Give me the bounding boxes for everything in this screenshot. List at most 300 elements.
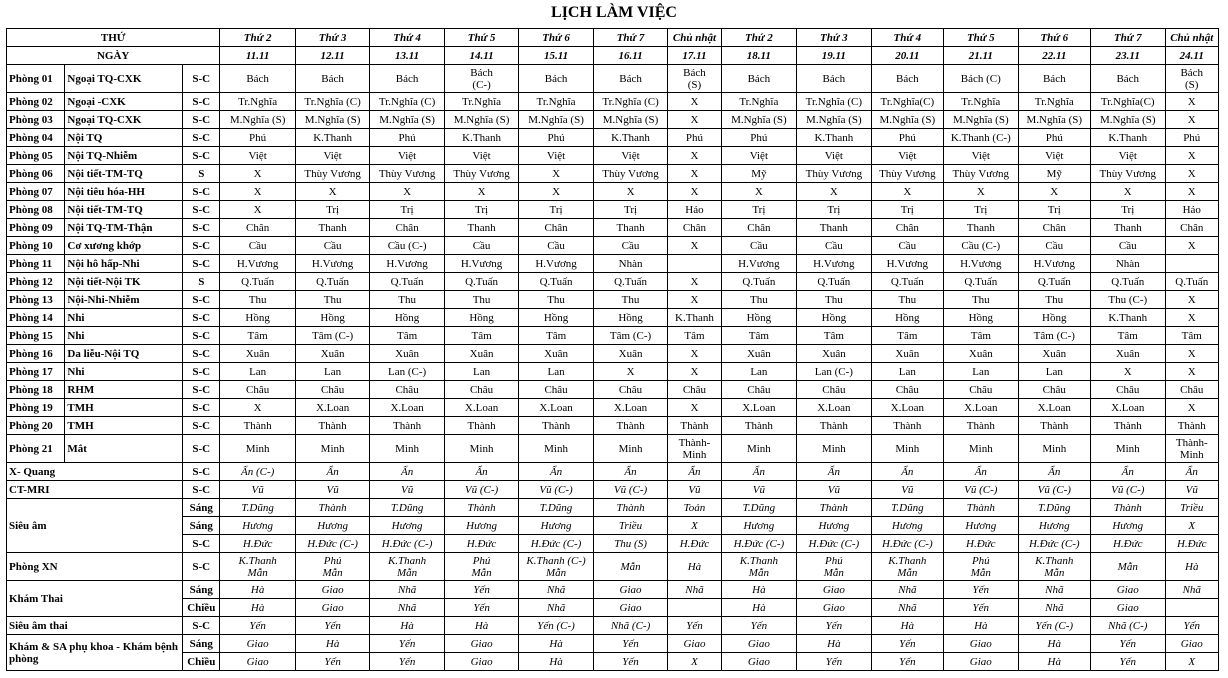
date-cell: 18.11 (721, 47, 796, 65)
schedule-cell: X (1165, 653, 1219, 671)
schedule-cell: Việt (519, 147, 593, 165)
schedule-cell: Giao (668, 635, 721, 653)
schedule-cell: Q.Tuấn (295, 273, 369, 291)
schedule-cell: Hương (871, 517, 943, 535)
schedule-cell: Bách (519, 65, 593, 93)
schedule-cell: Trị (871, 201, 943, 219)
date-cell: 23.11 (1091, 47, 1165, 65)
schedule-cell: Mẫn (593, 553, 667, 581)
schedule-cell: Thành (295, 499, 369, 517)
room-cell: Phòng 18 (7, 381, 65, 399)
weekday-header-label: THỨ (7, 29, 220, 47)
schedule-cell: X (871, 183, 943, 201)
schedule-cell: X (593, 183, 667, 201)
schedule-cell: K.Thanh Mẫn (871, 553, 943, 581)
date-cell: 13.11 (370, 47, 444, 65)
schedule-cell: X (668, 237, 721, 255)
schedule-cell: Tâm (C-) (593, 327, 667, 345)
weekday-cell: Thứ 7 (1091, 29, 1165, 47)
weekday-cell: Thứ 3 (797, 29, 871, 47)
schedule-cell: Trị (797, 201, 871, 219)
schedule-cell: Chân (871, 219, 943, 237)
schedule-cell: Tâm (370, 327, 444, 345)
schedule-cell: Bách (S) (1165, 65, 1219, 93)
schedule-cell: Thanh (944, 219, 1018, 237)
schedule-cell: Trị (721, 201, 796, 219)
room-cell: Phòng 20 (7, 417, 65, 435)
schedule-cell: Việt (797, 147, 871, 165)
weekday-cell: Thứ 2 (721, 29, 796, 47)
schedule-cell: Tâm (C-) (295, 327, 369, 345)
schedule-cell: M.Nghĩa (S) (1018, 111, 1090, 129)
table-row (7, 147, 1219, 165)
schedule-cell: Châu (593, 381, 667, 399)
schedule-cell: Trị (444, 201, 518, 219)
schedule-cell: Phú Mẫn (797, 553, 871, 581)
sieuam-row (7, 499, 1219, 517)
schedule-cell: Tr.Nghĩa (C) (593, 93, 667, 111)
department-cell: Nội tiết-TM-TQ (65, 201, 183, 219)
schedule-cell: Hà (797, 635, 871, 653)
schedule-cell: Yến (668, 617, 721, 635)
schedule-cell: X (1165, 399, 1219, 417)
page-title: LỊCH LÀM VIỆC (551, 4, 677, 21)
schedule-cell: Minh (295, 435, 369, 463)
schedule-cell: Thành (1091, 417, 1165, 435)
schedule-cell: H.Vương (370, 255, 444, 273)
schedule-cell: Lan (519, 363, 593, 381)
schedule-cell: Cầu (444, 237, 518, 255)
schedule-cell: Nhã (519, 581, 593, 599)
room-cell: Phòng 06 (7, 165, 65, 183)
schedule-cell: Tâm (797, 327, 871, 345)
schedule-cell: X (668, 165, 721, 183)
schedule-cell: Tr.Nghĩa (721, 93, 796, 111)
schedule-cell: Thùy Vương (944, 165, 1018, 183)
schedule-cell: X (1091, 183, 1165, 201)
schedule-cell: Yến (944, 581, 1018, 599)
room-cell: Phòng 02 (7, 93, 65, 111)
table-row (7, 435, 1219, 463)
schedule-cell: Yến (370, 635, 444, 653)
schedule-cell: Nhã (519, 599, 593, 617)
schedule-cell: X (1165, 165, 1219, 183)
schedule-cell: X (1165, 517, 1219, 535)
schedule-cell: K.Thanh Mẫn (1018, 553, 1090, 581)
schedule-cell: Vũ (668, 481, 721, 499)
schedule-cell: X.Loan (593, 399, 667, 417)
date-cell: 15.11 (519, 47, 593, 65)
schedule-cell: Bách (220, 65, 295, 93)
shift-cell: S-C (183, 463, 220, 481)
schedule-cell: X.Loan (444, 399, 518, 417)
schedule-cell: Yến (C-) (1018, 617, 1090, 635)
schedule-cell: Châu (1018, 381, 1090, 399)
schedule-cell: X (668, 93, 721, 111)
schedule-cell: Châu (944, 381, 1018, 399)
department-cell: Nội-Nhi-Nhiễm (65, 291, 183, 309)
schedule-cell: X (519, 183, 593, 201)
room-cell: Phòng 01 (7, 65, 65, 93)
schedule-cell: Hương (295, 517, 369, 535)
table-row (7, 255, 1219, 273)
schedule-cell: Nhã (1165, 581, 1219, 599)
schedule-cell: Việt (1091, 147, 1165, 165)
department-cell: Nhi (65, 309, 183, 327)
schedule-cell: Ẩn (295, 463, 369, 481)
schedule-cell: K.Thanh Mẫn (370, 553, 444, 581)
schedule-cell: X (220, 183, 295, 201)
schedule-cell: Xuân (797, 345, 871, 363)
schedule-cell: Giao (295, 599, 369, 617)
table-row (7, 309, 1219, 327)
schedule-cell: Cầu (295, 237, 369, 255)
schedule-cell: Yến (871, 653, 943, 671)
schedule-cell: Cầu (721, 237, 796, 255)
schedule-cell: Minh (871, 435, 943, 463)
schedule-cell: Mỹ (721, 165, 796, 183)
room-cell: Phòng 16 (7, 345, 65, 363)
schedule-cell: Hồng (220, 309, 295, 327)
schedule-cell: Hà (444, 617, 518, 635)
date-cell: 22.11 (1018, 47, 1090, 65)
schedule-cell: Minh (1018, 435, 1090, 463)
schedule-cell: M.Nghĩa (S) (944, 111, 1018, 129)
khamthai-row (7, 581, 1219, 599)
schedule-cell: Việt (944, 147, 1018, 165)
schedule-cell: Cầu (593, 237, 667, 255)
schedule-cell: H.Vương (1018, 255, 1090, 273)
date-cell: 24.11 (1165, 47, 1219, 65)
schedule-cell: Thành (944, 499, 1018, 517)
schedule-cell: Tâm (721, 327, 796, 345)
khamsa-row (7, 653, 1219, 671)
room-cell: Phòng 05 (7, 147, 65, 165)
schedule-cell: Thành (721, 417, 796, 435)
schedule-cell: Thu (593, 291, 667, 309)
schedule-cell: H.Vương (444, 255, 518, 273)
khamsa-row (7, 635, 1219, 653)
schedule-cell: Q.Tuấn (1165, 273, 1219, 291)
schedule-cell: Châu (220, 381, 295, 399)
schedule-cell: K.Thanh Mẫn (721, 553, 796, 581)
schedule-cell: Xuân (593, 345, 667, 363)
schedule-cell: H.Vương (871, 255, 943, 273)
schedule-cell: Bách (S) (668, 65, 721, 93)
date-row (7, 47, 1219, 65)
schedule-cell: Nhã (1018, 599, 1090, 617)
schedule-cell: Yến (444, 599, 518, 617)
schedule-cell: H.Đức (C-) (871, 535, 943, 553)
section-label: X- Quang (7, 463, 183, 481)
schedule-cell: Chân (220, 219, 295, 237)
shift-cell: S-C (183, 255, 220, 273)
schedule-cell: Cầu (C-) (944, 237, 1018, 255)
schedule-cell: Trị (295, 201, 369, 219)
schedule-cell: Phú Mẫn (944, 553, 1018, 581)
schedule-cell: Tr.Nghĩa(C) (1091, 93, 1165, 111)
shift-cell: S-C (183, 309, 220, 327)
schedule-cell: X (668, 111, 721, 129)
schedule-cell: Ẩn (944, 463, 1018, 481)
schedule-cell: Thu (721, 291, 796, 309)
schedule-cell: Xuân (220, 345, 295, 363)
schedule-cell: Châu (668, 381, 721, 399)
weekday-cell: Chủ nhật (1165, 29, 1219, 47)
schedule-cell: Thanh (1091, 219, 1165, 237)
date-header-label: NGÀY (7, 47, 220, 65)
section-label: Phòng XN (7, 553, 183, 581)
department-cell: TMH (65, 399, 183, 417)
shift-cell: S-C (183, 237, 220, 255)
schedule-cell: Thành (370, 417, 444, 435)
schedule-cell: Bách (721, 65, 796, 93)
schedule-cell: H.Đức (C-) (797, 535, 871, 553)
schedule-cell: Thùy Vương (871, 165, 943, 183)
schedule-cell: Châu (519, 381, 593, 399)
schedule-cell: Thành (944, 417, 1018, 435)
schedule-cell: Tr.Nghĩa (C) (295, 93, 369, 111)
schedule-cell: Cầu (220, 237, 295, 255)
schedule-cell (668, 599, 721, 617)
schedule-cell: Yến (370, 653, 444, 671)
weekday-cell: Chủ nhật (668, 29, 721, 47)
schedule-cell: Trị (593, 201, 667, 219)
schedule-cell: Hồng (1018, 309, 1090, 327)
weekday-cell: Thứ 5 (944, 29, 1018, 47)
schedule-cell: Tâm (519, 327, 593, 345)
table-row (7, 111, 1219, 129)
schedule-cell: H.Đức (C-) (519, 535, 593, 553)
schedule-cell: Vũ (C-) (1091, 481, 1165, 499)
schedule-cell: Việt (593, 147, 667, 165)
schedule-cell: X (668, 345, 721, 363)
schedule-cell: Cầu (1091, 237, 1165, 255)
schedule-cell: Yến (444, 581, 518, 599)
schedule-cell: Giao (1091, 599, 1165, 617)
table-row (7, 65, 1219, 93)
schedule-cell: Xuân (1091, 345, 1165, 363)
schedule-cell: M.Nghĩa (S) (220, 111, 295, 129)
department-cell: Nhi (65, 363, 183, 381)
xquang-row (7, 463, 1219, 481)
schedule-cell: Chân (1165, 219, 1219, 237)
schedule-cell: X (944, 183, 1018, 201)
schedule-cell: Hương (944, 517, 1018, 535)
schedule-cell: X.Loan (295, 399, 369, 417)
schedule-cell: M.Nghĩa (S) (295, 111, 369, 129)
shift-cell: Chiều (183, 653, 220, 671)
schedule-cell: Châu (295, 381, 369, 399)
schedule-cell: K.Thanh (797, 129, 871, 147)
schedule-cell: Hương (444, 517, 518, 535)
schedule-cell: Lan (871, 363, 943, 381)
khamthai-row (7, 599, 1219, 617)
schedule-cell: H.Vương (797, 255, 871, 273)
schedule-cell: Yến (797, 653, 871, 671)
schedule-cell: Ẩn (668, 463, 721, 481)
room-cell: Phòng 19 (7, 399, 65, 417)
schedule-cell: Hương (721, 517, 796, 535)
schedule-cell: Cầu (519, 237, 593, 255)
schedule-cell: X (1091, 363, 1165, 381)
schedule-cell: Chân (519, 219, 593, 237)
schedule-cell: Nhã (668, 581, 721, 599)
schedule-cell: Trị (1018, 201, 1090, 219)
schedule-cell: Bách (1091, 65, 1165, 93)
weekday-cell: Thứ 7 (593, 29, 667, 47)
schedule-cell: X (1165, 237, 1219, 255)
schedule-cell: Chân (1018, 219, 1090, 237)
schedule-cell: Lan (295, 363, 369, 381)
shift-cell: S-C (183, 363, 220, 381)
room-cell: Phòng 03 (7, 111, 65, 129)
date-cell: 12.11 (295, 47, 369, 65)
schedule-cell: X.Loan (370, 399, 444, 417)
schedule-cell: Bách (295, 65, 369, 93)
schedule-cell: X.Loan (721, 399, 796, 417)
schedule-cell: Việt (721, 147, 796, 165)
schedule-cell: M.Nghĩa (S) (370, 111, 444, 129)
schedule-cell: Q.Tuấn (444, 273, 518, 291)
date-cell: 16.11 (593, 47, 667, 65)
room-cell: Phòng 07 (7, 183, 65, 201)
schedule-cell: H.Đức (944, 535, 1018, 553)
schedule-cell: X (1165, 147, 1219, 165)
shift-cell: S-C (183, 535, 220, 553)
schedule-cell: Hà (871, 617, 943, 635)
shift-cell: S-C (183, 481, 220, 499)
shift-cell: S-C (183, 381, 220, 399)
schedule-cell: M.Nghĩa (S) (1091, 111, 1165, 129)
schedule-cell: Hồng (797, 309, 871, 327)
schedule-cell: Lan (721, 363, 796, 381)
schedule-cell: Q.Tuấn (370, 273, 444, 291)
schedule-cell: K.Thanh (295, 129, 369, 147)
schedule-cell: K.Thanh (1091, 309, 1165, 327)
schedule-cell: Giao (295, 581, 369, 599)
schedule-cell: Q.Tuấn (797, 273, 871, 291)
schedule-cell: Hà (1018, 635, 1090, 653)
schedule-cell: Xuân (295, 345, 369, 363)
schedule-cell: Thu (519, 291, 593, 309)
schedule-cell: Thành (444, 417, 518, 435)
schedule-cell: Vũ (295, 481, 369, 499)
schedule-cell: Yến (1091, 653, 1165, 671)
section-label: CT-MRI (7, 481, 183, 499)
schedule-cell: Bách (593, 65, 667, 93)
shift-cell: S-C (183, 147, 220, 165)
schedule-cell (1165, 599, 1219, 617)
schedule-cell: Nhã (871, 599, 943, 617)
room-cell: Phòng 13 (7, 291, 65, 309)
shift-cell: S (183, 273, 220, 291)
schedule-cell: Cầu (871, 237, 943, 255)
table-row (7, 327, 1219, 345)
shift-cell: S-C (183, 183, 220, 201)
schedule-cell: Yến (944, 599, 1018, 617)
schedule-cell: Mẫn (1091, 553, 1165, 581)
schedule-cell: Lan (C-) (370, 363, 444, 381)
department-cell: Nội TQ (65, 129, 183, 147)
schedule-cell: Thùy Vương (797, 165, 871, 183)
schedule-cell: K.Thanh (593, 129, 667, 147)
date-cell: 19.11 (797, 47, 871, 65)
schedule-cell: X (668, 363, 721, 381)
schedule-cell: Yến (1091, 635, 1165, 653)
schedule-cell: Hà (370, 617, 444, 635)
table-header (7, 29, 1219, 65)
schedule-cell: K.Thanh Mẫn (220, 553, 295, 581)
schedule-cell: Phú (871, 129, 943, 147)
room-cell: Phòng 14 (7, 309, 65, 327)
department-cell: Nội TQ-TM-Thận (65, 219, 183, 237)
shift-cell: S (183, 165, 220, 183)
schedule-cell: Nhã (1018, 581, 1090, 599)
schedule-cell: Yến (295, 653, 369, 671)
shift-cell: Sáng (183, 517, 220, 535)
schedule-cell: K.Thanh (444, 129, 518, 147)
schedule-cell: Xuân (871, 345, 943, 363)
schedule-cell: Giao (944, 653, 1018, 671)
schedule-cell: Phú (220, 129, 295, 147)
schedule-cell: Ẩn (1091, 463, 1165, 481)
schedule-cell: Việt (1018, 147, 1090, 165)
shift-cell: Sáng (183, 499, 220, 517)
schedule-cell: Hà (1165, 553, 1219, 581)
schedule-cell: Minh (721, 435, 796, 463)
schedule-cell: Nhã (C-) (1091, 617, 1165, 635)
schedule-cell: Hương (797, 517, 871, 535)
schedule-cell: Q.Tuấn (871, 273, 943, 291)
schedule-cell: Yến (1165, 617, 1219, 635)
date-cell: 14.11 (444, 47, 518, 65)
schedule-cell: T.Dũng (871, 499, 943, 517)
section-label: Khám & SA phụ khoa - Khám bệnh phòng (7, 635, 183, 671)
schedule-cell: Vũ (1165, 481, 1219, 499)
schedule-cell: Châu (1165, 381, 1219, 399)
room-cell: Phòng 09 (7, 219, 65, 237)
table-row (7, 381, 1219, 399)
schedule-cell: Tr.Nghĩa (C) (370, 93, 444, 111)
schedule-cell: Phú (668, 129, 721, 147)
schedule-cell: Triều (1165, 499, 1219, 517)
schedule-cell: Phú (519, 129, 593, 147)
schedule-cell: M.Nghĩa (S) (871, 111, 943, 129)
schedule-cell: X (1165, 363, 1219, 381)
schedule-cell: Thu (295, 291, 369, 309)
schedule-cell: Triều (593, 517, 667, 535)
schedule-cell: Cầu (797, 237, 871, 255)
department-cell: Cơ xương khớp (65, 237, 183, 255)
schedule-cell: Toản (668, 499, 721, 517)
schedule-cell: T.Dũng (721, 499, 796, 517)
schedule-cell: Hà (721, 581, 796, 599)
schedule-cell: Hương (1091, 517, 1165, 535)
schedule-cell: Yến (295, 617, 369, 635)
schedule-cell: X (220, 165, 295, 183)
schedule-cell: Q.Tuấn (220, 273, 295, 291)
schedule-cell: Việt (295, 147, 369, 165)
schedule-cell: Nhã (871, 581, 943, 599)
table-row (7, 129, 1219, 147)
schedule-cell: Chân (721, 219, 796, 237)
schedule-cell: Châu (444, 381, 518, 399)
schedule-cell: Nhã (370, 599, 444, 617)
schedule-cell: Hương (370, 517, 444, 535)
schedule-cell: Vũ (797, 481, 871, 499)
department-cell: Nội hô hấp-Nhi (65, 255, 183, 273)
